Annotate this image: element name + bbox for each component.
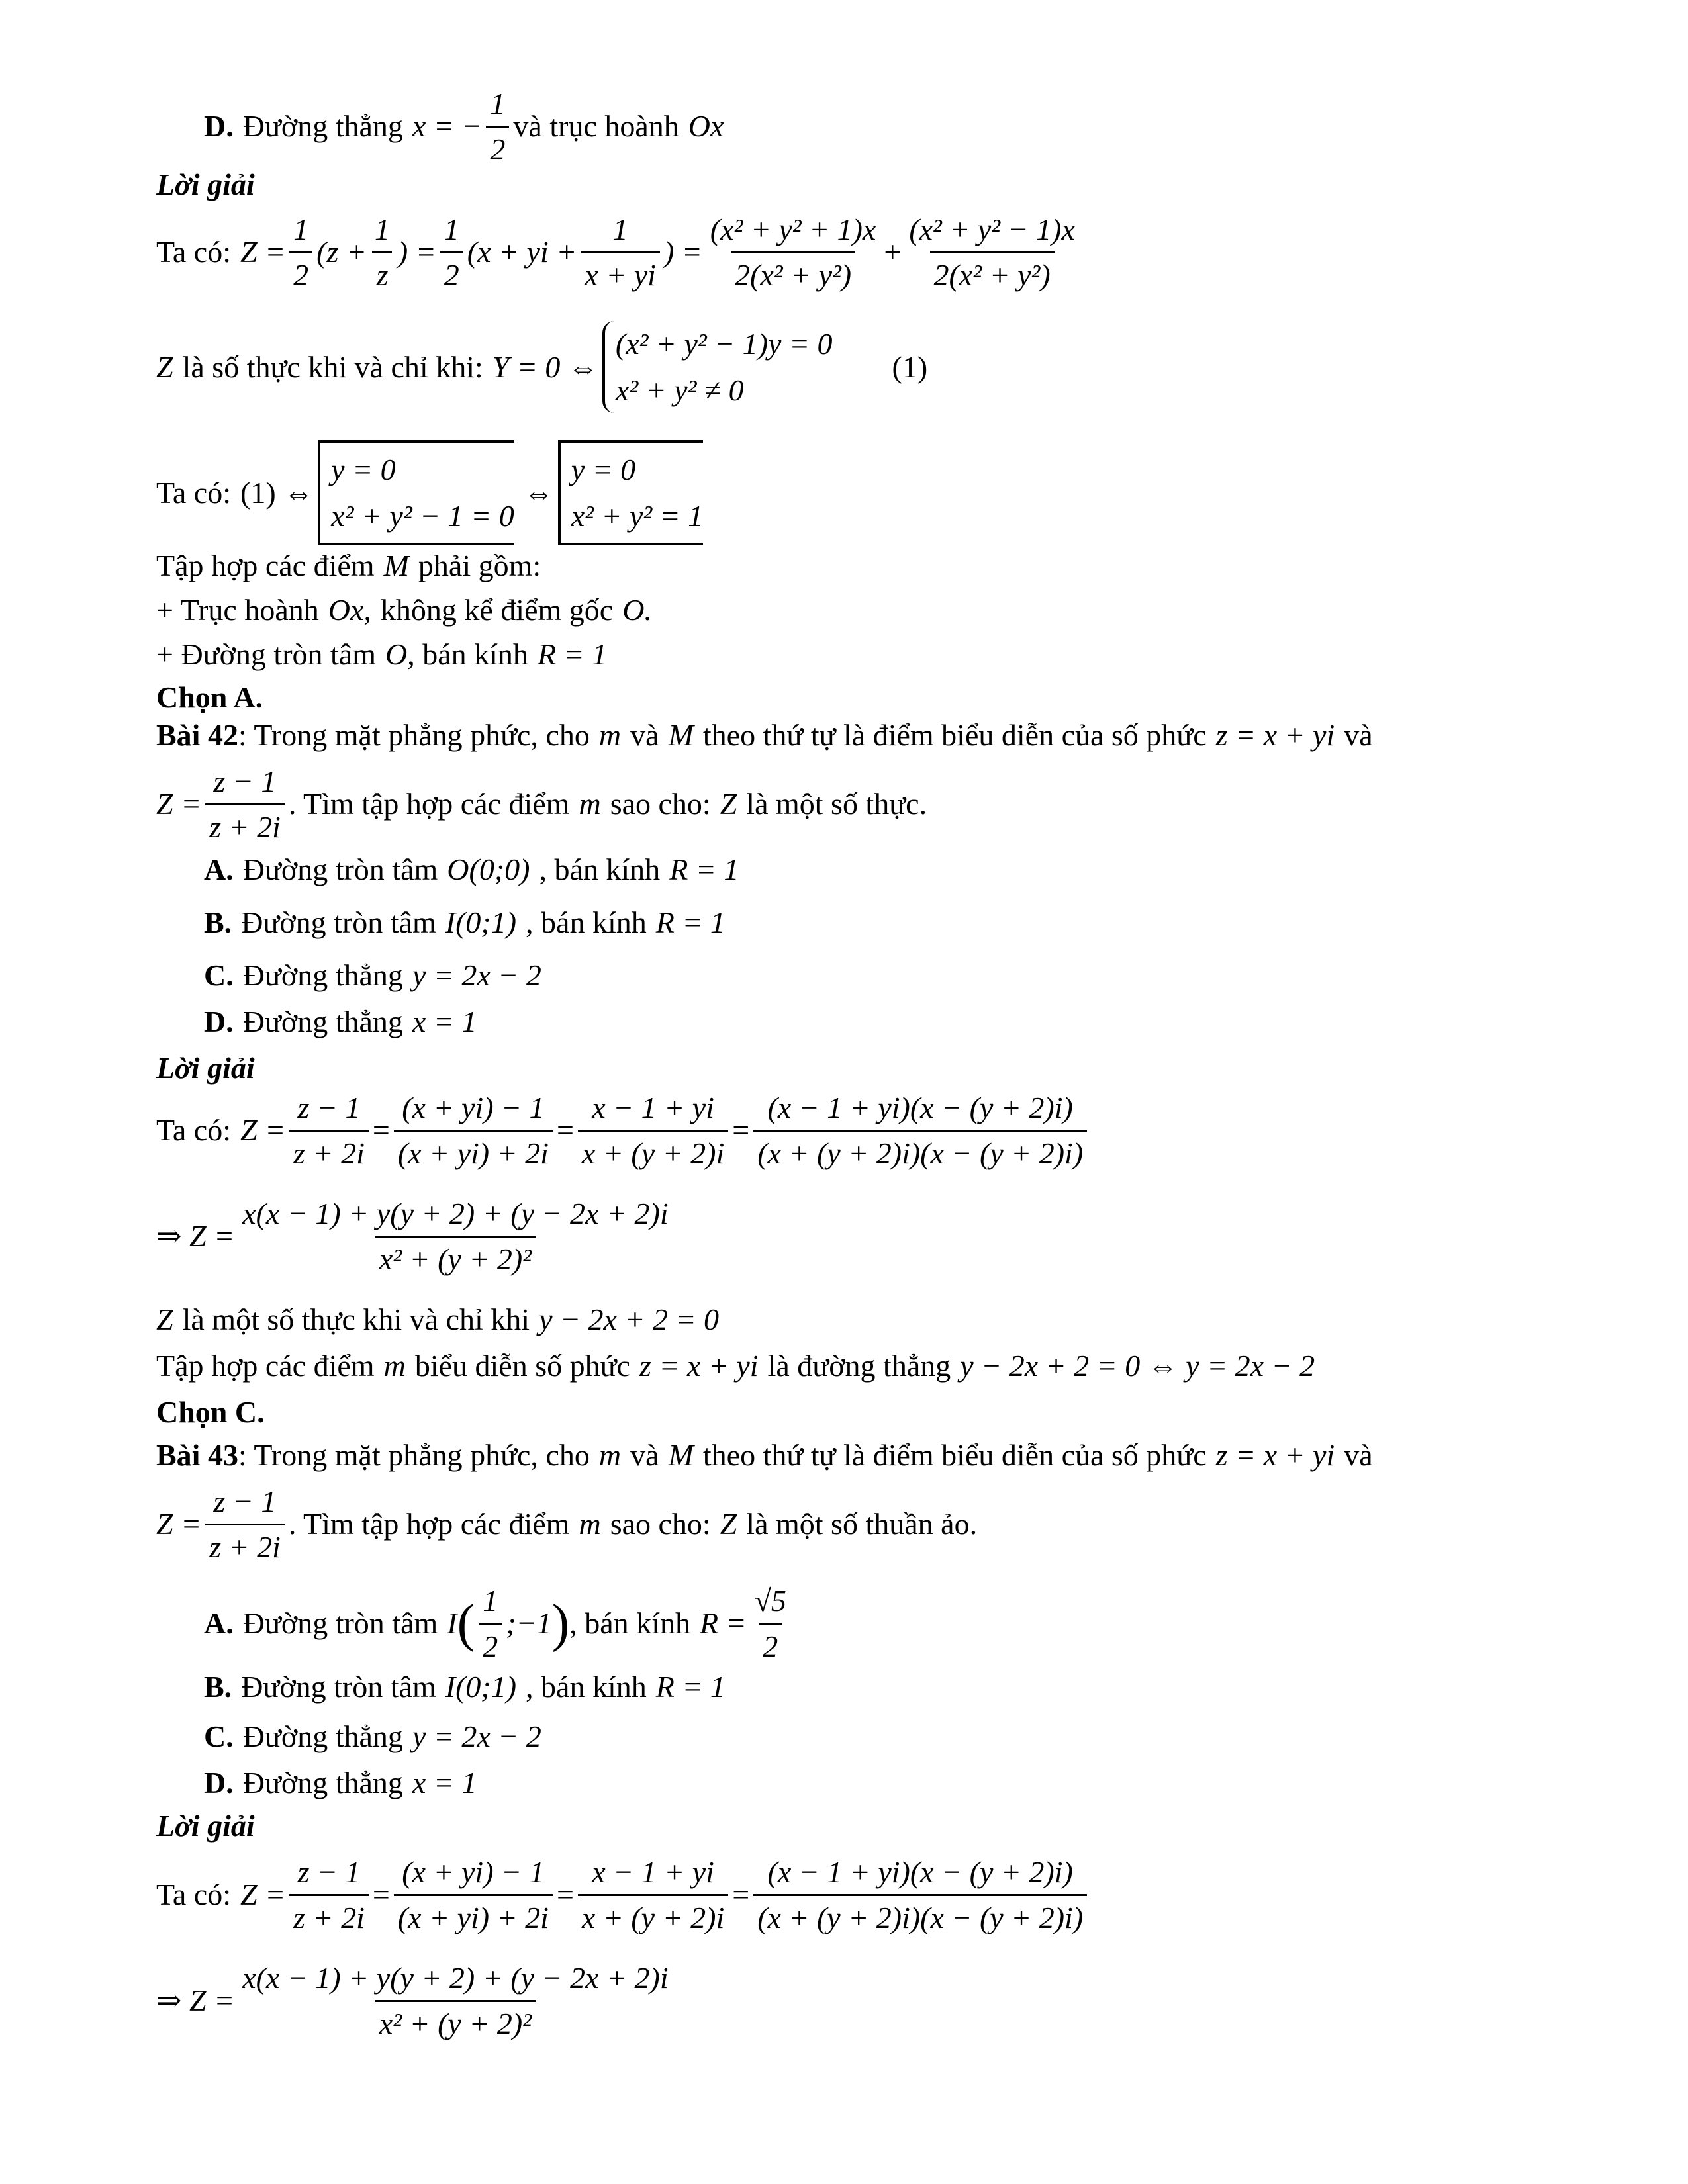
frac-num: (x − 1 + yi)(x − (y + 2)i) bbox=[767, 1855, 1073, 1889]
option-d bbox=[204, 1003, 477, 1041]
frac-den: x² + (y + 2)² bbox=[375, 1236, 536, 1279]
math-expr: y = 2x − 2 bbox=[412, 1719, 541, 1753]
option-tail: , bán kính bbox=[539, 852, 661, 886]
math-op: = bbox=[556, 1113, 574, 1148]
union-bracket bbox=[558, 440, 704, 545]
system-line: x² + y² ≠ 0 bbox=[615, 373, 744, 407]
frac-den: (x + yi) + 2i bbox=[394, 1130, 553, 1173]
solution-line-2 bbox=[156, 321, 927, 413]
math-expr: m bbox=[598, 718, 622, 752]
option-a bbox=[204, 1582, 794, 1665]
frac-num: x − 1 + yi bbox=[592, 1091, 714, 1124]
bracket-line: x² + y² = 1 bbox=[571, 498, 704, 533]
solution-42-line-1 bbox=[156, 1089, 1091, 1172]
frac-den: 2 bbox=[759, 1623, 782, 1666]
math-expr: R = 1 bbox=[537, 637, 608, 671]
text: Ta có: bbox=[156, 1113, 232, 1148]
bracket-line: y = 0 bbox=[331, 453, 396, 486]
text: là số thực khi và chỉ khi: bbox=[182, 349, 483, 384]
fraction bbox=[486, 85, 509, 168]
option-c bbox=[204, 956, 541, 995]
math-expr: R = 1 bbox=[655, 905, 726, 939]
text: , bán kính bbox=[407, 637, 528, 671]
math-expr: m bbox=[598, 1438, 622, 1472]
math-expr: Ox bbox=[688, 109, 724, 144]
frac-den: z + 2i bbox=[289, 1894, 369, 1937]
frac-num: x(x − 1) + y(y + 2) + (y − 2x + 2)i bbox=[242, 1197, 669, 1230]
math-expr: z = x + yi bbox=[639, 1349, 759, 1383]
text: và bbox=[1344, 1438, 1373, 1472]
fraction bbox=[753, 1853, 1087, 1936]
heading-text: Lời giải bbox=[156, 167, 255, 201]
math-expr: O(0;0) bbox=[447, 852, 530, 886]
fraction bbox=[394, 1089, 553, 1172]
text: không kể điểm gốc bbox=[380, 593, 614, 627]
answer-text: Chọn A. bbox=[156, 680, 263, 714]
fraction bbox=[289, 1089, 369, 1172]
math-expr: x = 1 bbox=[412, 1005, 477, 1038]
option-text: Đường tròn tâm bbox=[241, 905, 436, 939]
answer-choice bbox=[156, 1393, 265, 1432]
option-b bbox=[204, 1668, 726, 1706]
math-expr: z = x + yi bbox=[1215, 718, 1335, 752]
solution-line-5 bbox=[156, 591, 652, 629]
frac-den: x² + (y + 2)² bbox=[375, 2000, 536, 2043]
frac-num: (x² + y² + 1)x bbox=[710, 212, 876, 246]
math-expr: (1) ⇔ bbox=[240, 475, 314, 510]
text: theo thứ tự là điểm biểu diễn của số phức bbox=[702, 718, 1207, 752]
math-expr: (z + bbox=[316, 235, 367, 269]
math-expr: y = 2x − 2 bbox=[412, 958, 541, 992]
fraction bbox=[751, 1582, 790, 1665]
math-expr: M bbox=[668, 1438, 694, 1472]
text: Ta có: bbox=[156, 475, 232, 510]
fraction bbox=[905, 210, 1079, 294]
math-expr: y − 2x + 2 = 0 bbox=[539, 1302, 720, 1336]
option-d bbox=[204, 1764, 477, 1802]
frac-num: 1 bbox=[374, 212, 390, 246]
frac-num: z − 1 bbox=[213, 764, 277, 798]
option-text: Đường thẳng bbox=[242, 1719, 403, 1753]
option-tail: và trục hoành bbox=[513, 109, 679, 144]
math-expr: M bbox=[668, 718, 694, 752]
math-op: + bbox=[884, 235, 902, 269]
solution-42-line-4 bbox=[156, 1347, 1315, 1385]
math-op: = bbox=[372, 1113, 390, 1148]
text: Ta có: bbox=[156, 235, 232, 269]
math-expr: Z bbox=[156, 349, 173, 384]
option-tail: , bán kính bbox=[526, 1670, 647, 1704]
text: và bbox=[1344, 718, 1373, 752]
math-expr: I(0;1) bbox=[445, 1670, 517, 1704]
math-expr: Z = bbox=[156, 787, 202, 821]
math-expr: ⇒ Z = bbox=[156, 1219, 235, 1253]
math-expr: Z bbox=[720, 1507, 737, 1541]
fraction bbox=[289, 1853, 369, 1936]
math-expr: Z = bbox=[240, 235, 286, 269]
solution-42-line-2 bbox=[156, 1195, 677, 1278]
text: là một số thực. bbox=[746, 787, 927, 821]
text: + Đường tròn tâm bbox=[156, 637, 376, 671]
frac-num: x − 1 + yi bbox=[592, 1855, 714, 1889]
option-label: D. bbox=[204, 109, 234, 144]
option-label: B. bbox=[204, 1670, 232, 1704]
option-text: Đường tròn tâm bbox=[242, 852, 438, 886]
math-expr: x = 1 bbox=[412, 1766, 477, 1799]
math-expr: Z bbox=[720, 787, 737, 821]
frac-den: 2 bbox=[486, 126, 509, 169]
frac-den: z bbox=[372, 251, 392, 295]
equation-tag: (1) bbox=[892, 349, 928, 384]
math-op: = bbox=[556, 1878, 574, 1912]
math-expr: Z = bbox=[156, 1507, 202, 1541]
text: phải gồm: bbox=[418, 549, 541, 582]
text: . Tìm tập hợp các điểm bbox=[288, 1507, 570, 1541]
solution-heading bbox=[156, 1049, 255, 1087]
fraction bbox=[205, 1482, 285, 1566]
heading-text: Lời giải bbox=[156, 1809, 255, 1843]
math-op: = bbox=[732, 1878, 750, 1912]
union-bracket bbox=[318, 440, 514, 545]
text: là một số thực khi và chỉ khi bbox=[182, 1302, 530, 1336]
solution-line-6 bbox=[156, 635, 607, 674]
frac-den: x + (y + 2)i bbox=[578, 1894, 728, 1937]
math-expr: x = − bbox=[412, 109, 483, 144]
option-label: A. bbox=[204, 852, 234, 886]
math-expr: O bbox=[385, 637, 408, 671]
frac-num: 1 bbox=[444, 212, 459, 246]
solution-line-3 bbox=[156, 440, 703, 545]
math-expr: m bbox=[579, 1507, 601, 1541]
heading-text: Lời giải bbox=[156, 1051, 255, 1085]
frac-den: x + yi bbox=[581, 251, 660, 295]
fraction bbox=[479, 1582, 502, 1665]
text: là đường thẳng bbox=[767, 1349, 951, 1383]
fraction bbox=[578, 1853, 728, 1936]
math-expr: ⇒ Z = bbox=[156, 1983, 235, 2018]
text: . Tìm tập hợp các điểm bbox=[288, 787, 570, 821]
text: là một số thuần ảo. bbox=[746, 1507, 978, 1541]
math-expr: Ox, bbox=[328, 593, 371, 627]
solution-43-line-1 bbox=[156, 1853, 1091, 1936]
solution-line-4 bbox=[156, 547, 541, 585]
frac-den: 2 bbox=[289, 251, 312, 295]
frac-den: 2 bbox=[440, 251, 463, 295]
math-op: = bbox=[732, 1113, 750, 1148]
frac-den: 2(x² + y²) bbox=[930, 251, 1055, 295]
math-expr: Z bbox=[156, 1302, 173, 1336]
option-text: Đường thẳng bbox=[242, 958, 403, 992]
solution-heading bbox=[156, 165, 255, 204]
math-expr: O. bbox=[622, 593, 652, 627]
fraction bbox=[238, 1959, 672, 2042]
option-label: D. bbox=[204, 1766, 234, 1799]
math-expr: I(0;1) bbox=[445, 905, 517, 939]
frac-den: 2(x² + y²) bbox=[731, 251, 855, 295]
text: sao cho: bbox=[610, 787, 711, 821]
text: và bbox=[630, 718, 659, 752]
option-text: Đường thẳng bbox=[242, 1766, 403, 1799]
math-expr: R = bbox=[699, 1606, 747, 1641]
frac-num: 1 bbox=[490, 87, 506, 120]
frac-num: 1 bbox=[483, 1584, 498, 1617]
frac-den: z + 2i bbox=[205, 1524, 285, 1567]
option-d-prev bbox=[204, 85, 724, 168]
option-label: A. bbox=[204, 1606, 234, 1641]
text: + Trục hoành bbox=[156, 593, 319, 627]
system-line: (x² + y² − 1)y = 0 bbox=[615, 327, 833, 361]
text: Ta có: bbox=[156, 1878, 232, 1912]
fraction bbox=[581, 210, 660, 294]
option-text: Đường thẳng bbox=[242, 109, 403, 144]
problem-43-stem bbox=[156, 1436, 1373, 1475]
math-op: = bbox=[372, 1878, 390, 1912]
fraction bbox=[578, 1089, 728, 1172]
frac-den: 2 bbox=[479, 1623, 502, 1666]
frac-num: √5 bbox=[754, 1584, 786, 1617]
frac-num: x(x − 1) + y(y + 2) + (y − 2x + 2)i bbox=[242, 1961, 669, 1995]
math-expr: z = x + yi bbox=[1215, 1438, 1335, 1472]
frac-den: (x + (y + 2)i)(x − (y + 2)i) bbox=[753, 1894, 1087, 1937]
frac-den: z + 2i bbox=[289, 1130, 369, 1173]
frac-num: (x + yi) − 1 bbox=[402, 1091, 545, 1124]
fraction bbox=[205, 762, 285, 846]
answer-choice bbox=[156, 678, 263, 717]
frac-num: (x² + y² − 1)x bbox=[909, 212, 1075, 246]
option-tail: , bán kính bbox=[569, 1606, 690, 1641]
frac-num: (x + yi) − 1 bbox=[402, 1855, 545, 1889]
text: Tập hợp các điểm bbox=[156, 549, 375, 582]
math-expr: ;−1 bbox=[506, 1606, 552, 1641]
frac-den: (x + (y + 2)i)(x − (y + 2)i) bbox=[753, 1130, 1087, 1173]
option-a bbox=[204, 850, 739, 889]
frac-num: z − 1 bbox=[297, 1091, 361, 1124]
text: : Trong mặt phẳng phức, cho bbox=[238, 1438, 590, 1472]
option-b bbox=[204, 903, 726, 942]
frac-den: z + 2i bbox=[205, 803, 285, 846]
problem-title: Bài 43 bbox=[156, 1438, 238, 1472]
option-label: C. bbox=[204, 1719, 234, 1753]
option-label: B. bbox=[204, 905, 232, 939]
math-expr: (x + yi + bbox=[467, 235, 577, 269]
option-label: C. bbox=[204, 958, 234, 992]
math-expr: ) = bbox=[397, 235, 436, 269]
text: : Trong mặt phẳng phức, cho bbox=[238, 718, 590, 752]
option-text: Đường tròn tâm bbox=[242, 1606, 438, 1641]
fraction bbox=[706, 210, 880, 294]
problem-42-stem bbox=[156, 716, 1373, 754]
math-expr: m bbox=[579, 787, 601, 821]
fraction bbox=[238, 1195, 672, 1278]
answer-text: Chọn C. bbox=[156, 1395, 265, 1429]
math-expr: Z = bbox=[240, 1878, 286, 1912]
fraction bbox=[440, 210, 463, 294]
text: biểu diễn số phức bbox=[414, 1349, 630, 1383]
option-text: Đường thẳng bbox=[242, 1005, 403, 1038]
fraction bbox=[394, 1853, 553, 1936]
bracket-line: y = 0 bbox=[571, 453, 636, 486]
math-expr: ) = bbox=[663, 235, 702, 269]
math-op: ⇔ bbox=[523, 475, 554, 510]
frac-num: 1 bbox=[612, 212, 628, 246]
paren-open: ( bbox=[457, 1594, 475, 1653]
frac-num: z − 1 bbox=[297, 1855, 361, 1889]
fraction bbox=[371, 210, 394, 294]
bracket-line: x² + y² − 1 = 0 bbox=[331, 498, 514, 533]
math-expr: Y = 0 ⇔ bbox=[492, 349, 598, 384]
math-expr: R = 1 bbox=[655, 1670, 726, 1704]
paren-close: ) bbox=[551, 1594, 570, 1653]
math-expr: y − 2x + 2 = 0 ⇔ y = 2x − 2 bbox=[960, 1349, 1315, 1383]
frac-num: z − 1 bbox=[213, 1484, 277, 1518]
system-brace bbox=[602, 321, 833, 413]
fraction bbox=[289, 210, 312, 294]
frac-den: (x + yi) + 2i bbox=[394, 1894, 553, 1937]
option-label: D. bbox=[204, 1005, 234, 1038]
text: Tập hợp các điểm bbox=[156, 1349, 375, 1383]
math-expr: m bbox=[383, 1349, 406, 1383]
frac-den: x + (y + 2)i bbox=[578, 1130, 728, 1173]
text: theo thứ tự là điểm biểu diễn của số phức bbox=[702, 1438, 1207, 1472]
fraction bbox=[753, 1089, 1087, 1172]
solution-43-line-2 bbox=[156, 1959, 677, 2042]
problem-43-stem-2 bbox=[156, 1482, 977, 1566]
text: sao cho: bbox=[610, 1507, 711, 1541]
text: và bbox=[630, 1438, 659, 1472]
solution-42-line-3 bbox=[156, 1300, 719, 1339]
math-expr: M bbox=[383, 549, 409, 582]
solution-line-1 bbox=[156, 210, 1083, 294]
problem-42-stem-2 bbox=[156, 762, 927, 846]
option-text: Đường tròn tâm bbox=[241, 1670, 436, 1704]
math-expr: R = 1 bbox=[669, 852, 739, 886]
problem-title: Bài 42 bbox=[156, 718, 238, 752]
solution-heading bbox=[156, 1807, 255, 1845]
frac-num: 1 bbox=[293, 212, 309, 246]
option-tail: , bán kính bbox=[526, 905, 647, 939]
frac-num: (x − 1 + yi)(x − (y + 2)i) bbox=[767, 1091, 1073, 1124]
math-expr: Z = bbox=[240, 1113, 286, 1148]
math-expr: I bbox=[447, 1606, 457, 1641]
option-c bbox=[204, 1717, 541, 1756]
